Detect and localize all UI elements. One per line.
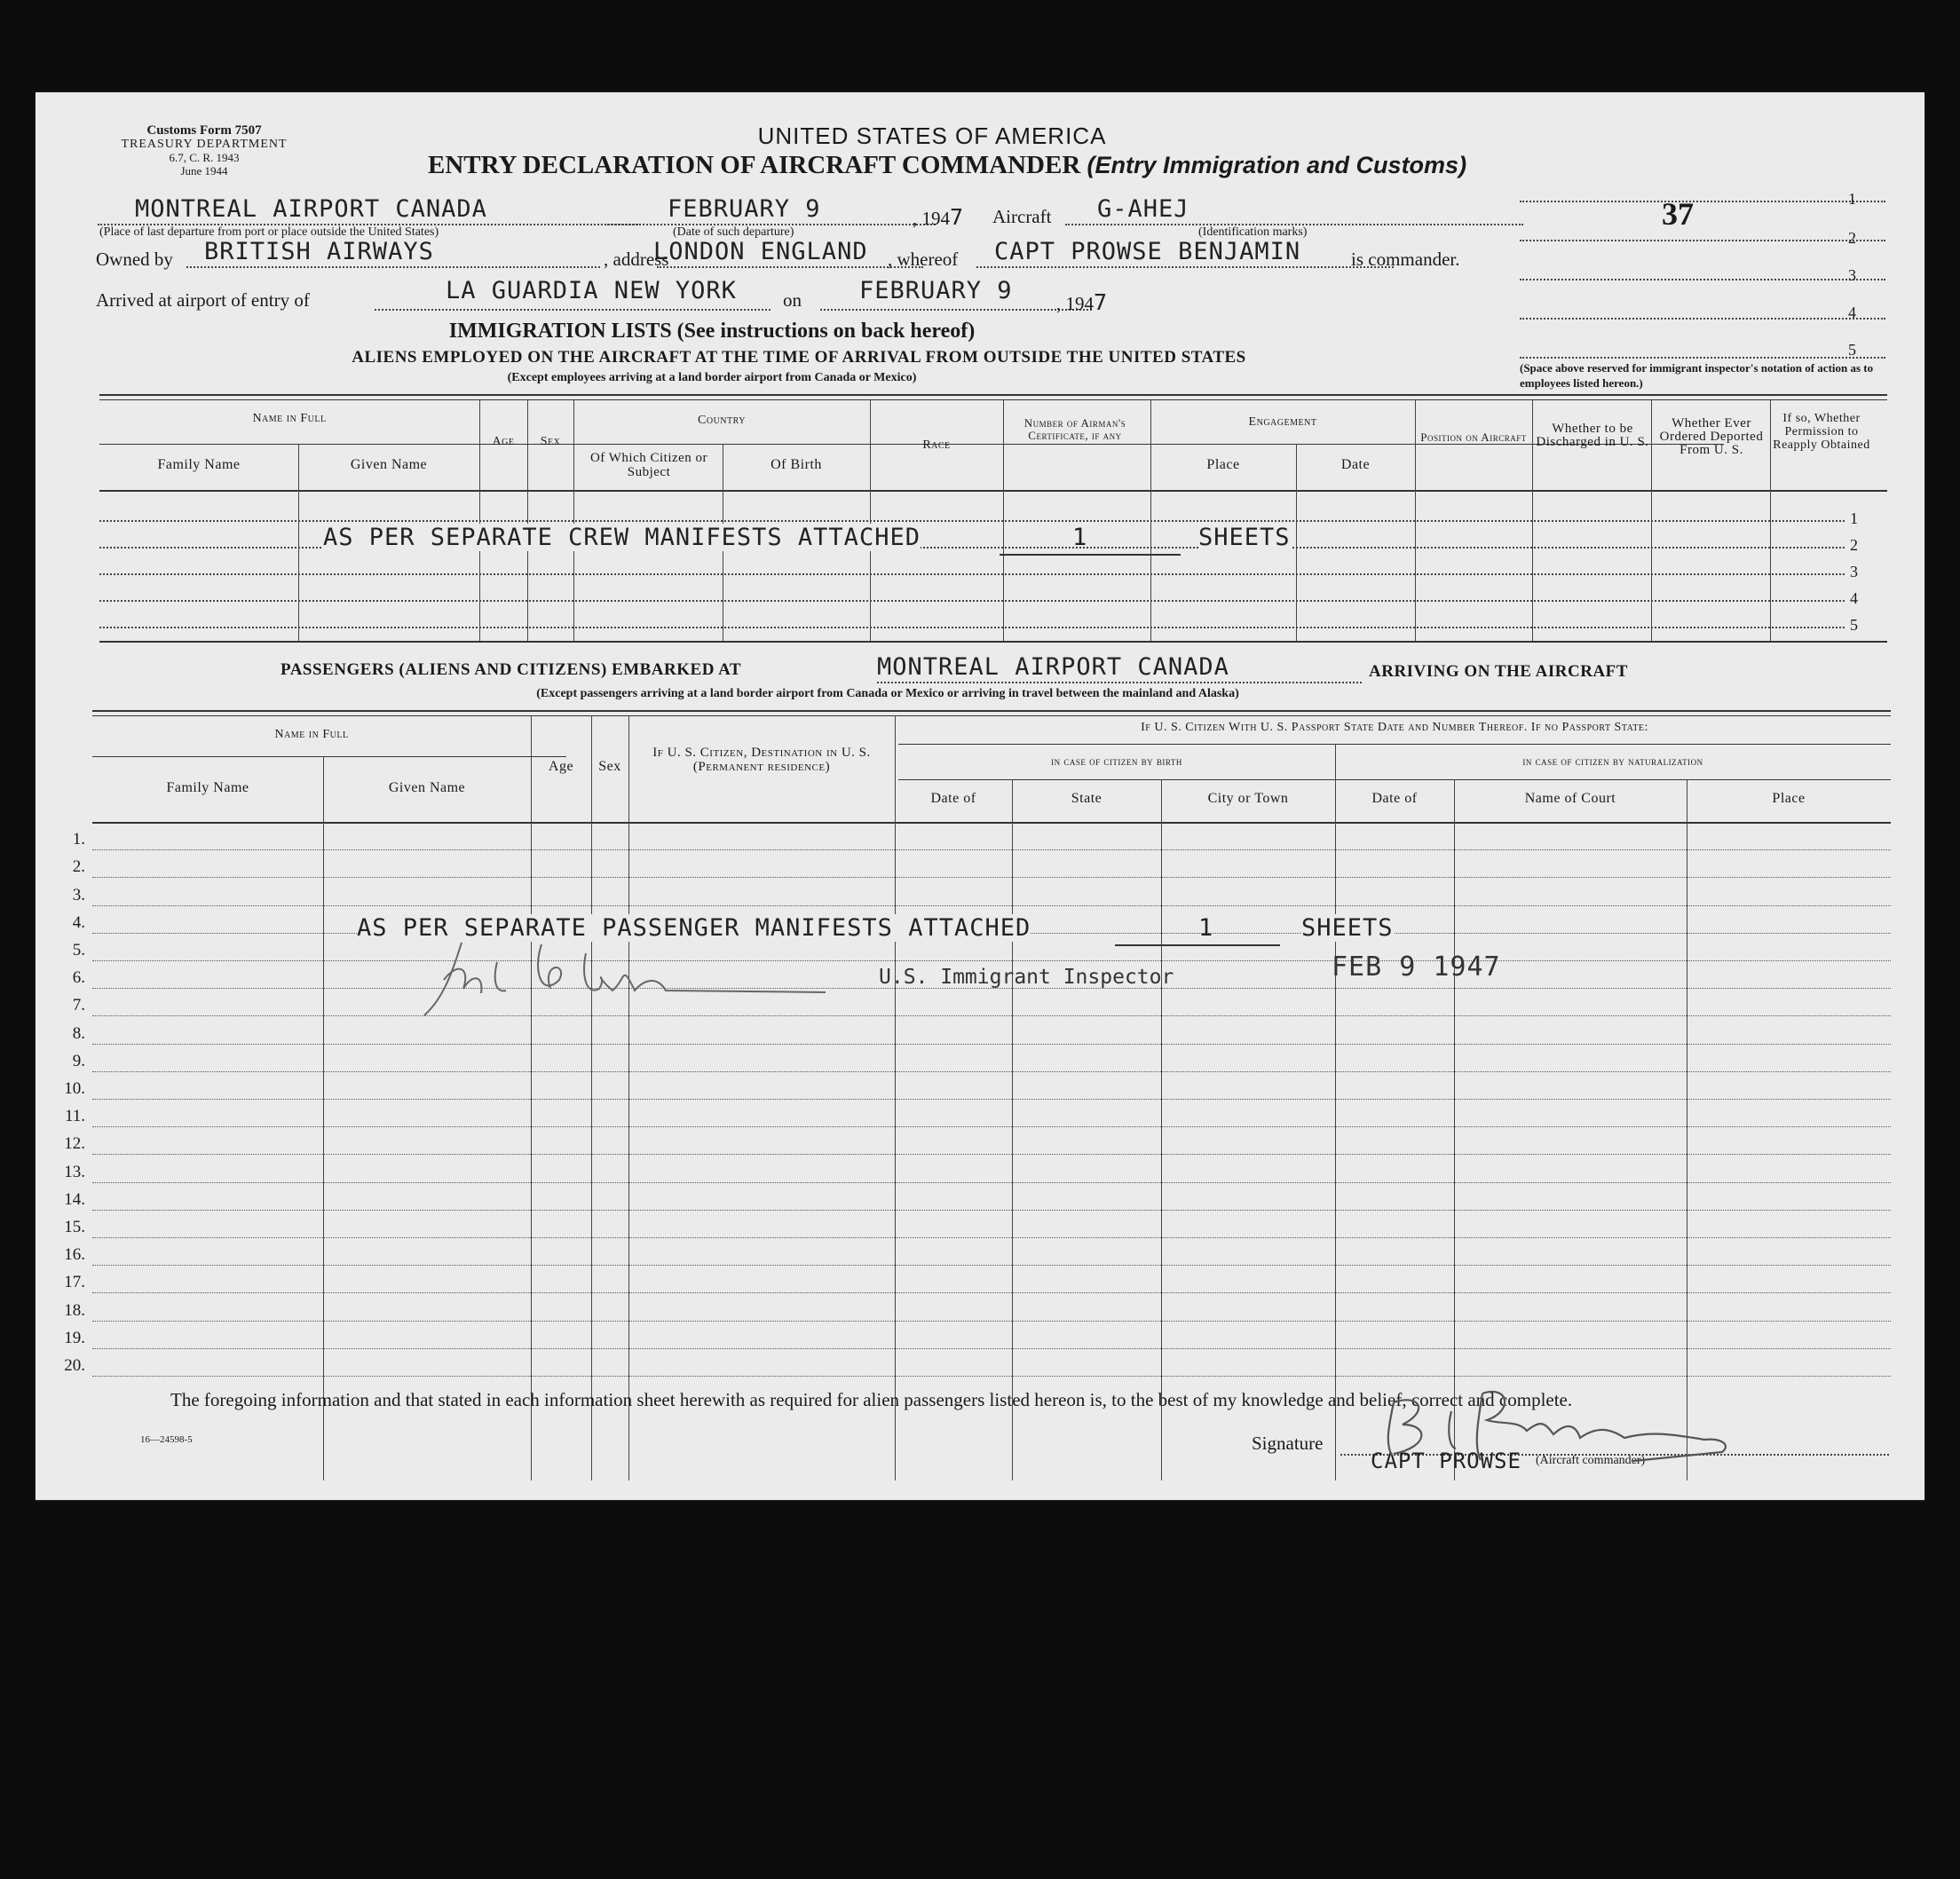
commander-signature <box>1367 1376 1775 1465</box>
form-date: June 1944 <box>180 164 228 178</box>
passenger-row-number: 1. <box>72 830 85 849</box>
immigration-except: (Except employees arriving at a land border airport from Canada or Mexico) <box>507 371 917 384</box>
inspector-line-number: 5 <box>1848 341 1856 359</box>
form-title-main: ENTRY DECLARATION OF AIRCRAFT COMMANDER <box>428 151 1081 179</box>
crew-row-number: 1 <box>1850 509 1858 527</box>
passengers-title-suffix: ARRIVING ON THE AIRCRAFT <box>1369 662 1628 681</box>
passenger-row-number: 6. <box>72 968 85 987</box>
passenger-row-line <box>92 1099 1891 1100</box>
passenger-row-line <box>92 1321 1891 1322</box>
passenger-row-number: 17. <box>64 1273 85 1291</box>
crew-header-of-birth: Of Birth <box>771 457 822 472</box>
address: LONDON ENGLAND <box>653 238 868 265</box>
pass-header-age: Age <box>548 759 574 774</box>
regulation: 6.7, C. R. 1943 <box>169 151 240 164</box>
passengers-except: (Except passengers arriving at a land border airport from Canada or Mexico or arriving in travel between the mainland and Alaska) <box>536 687 1239 700</box>
passenger-row-line <box>92 1182 1891 1183</box>
passenger-row-line <box>92 877 1891 878</box>
crew-header-position: Position on Aircraft <box>1420 430 1527 444</box>
crew-row-number: 5 <box>1850 616 1858 634</box>
signer-typed: CAPT PROWSE <box>1371 1449 1521 1473</box>
immigration-subtitle: ALIENS EMPLOYED ON THE AIRCRAFT AT THE TIME OF ARRIVAL FROM OUTSIDE THE UNITED STATES <box>352 348 1246 367</box>
passenger-row-line <box>92 1348 1891 1349</box>
passenger-row-line <box>92 1210 1891 1211</box>
on-label: on <box>783 289 802 311</box>
form-title <box>428 151 1466 180</box>
inspector-stamp-date: FEB 9 1947 <box>1332 951 1501 983</box>
aircraft-id: G-AHEJ <box>1097 195 1189 223</box>
passenger-row-number: 13. <box>64 1163 85 1181</box>
passenger-row-number: 20. <box>64 1356 85 1375</box>
pass-header-destination: If U. S. Citizen, Destination in U. S. (Permanent residence) <box>652 746 871 774</box>
passenger-row-line <box>92 1044 1891 1045</box>
passenger-row-line <box>92 1071 1891 1072</box>
form-number: Customs Form 7507 <box>146 123 262 138</box>
crew-header-sex: Sex <box>540 435 561 448</box>
passenger-row-line <box>92 1292 1891 1293</box>
owned-by-label: Owned by <box>96 249 173 270</box>
passenger-row-line <box>92 1015 1891 1016</box>
crew-header-date: Date <box>1340 457 1371 472</box>
inspector-line-number: 3 <box>1848 266 1856 284</box>
crew-header-country: Country <box>698 414 746 427</box>
pass-header-given: Given Name <box>388 780 466 795</box>
passenger-row-number: 15. <box>64 1218 85 1236</box>
crew-header-given: Given Name <box>350 457 428 472</box>
inspector-line-number: 4 <box>1848 304 1856 321</box>
inspector-stamp-title: U.S. Immigrant Inspector <box>879 966 1174 989</box>
crew-header-engagement: Engagement <box>1248 415 1317 429</box>
passenger-row-number: 4. <box>72 913 85 932</box>
pass-header-date-of: Date of <box>930 791 976 806</box>
passenger-row-line <box>92 1126 1891 1127</box>
arrival-year: , 1947 <box>1056 289 1109 315</box>
departure-date-caption: (Date of such departure) <box>673 225 794 239</box>
country-heading: UNITED STATES OF AMERICA <box>757 122 1107 149</box>
pass-header-passport: If U. S. Citizen With U. S. Passport State Date and Number Thereof. If no Passport State: <box>1141 721 1648 734</box>
whereof-label: , whereof <box>888 249 959 270</box>
passenger-row-number: 14. <box>64 1190 85 1209</box>
crew-row-number: 2 <box>1850 536 1858 554</box>
passenger-entry-count: 1 <box>1198 914 1214 942</box>
passenger-row-line <box>92 960 1891 961</box>
commander-suffix: is commander. <box>1351 249 1460 270</box>
signature-caption: (Aircraft commander) <box>1536 1454 1646 1467</box>
passenger-row-number: 2. <box>72 857 85 876</box>
passenger-row-number: 5. <box>72 941 85 959</box>
pass-header-city: City or Town <box>1207 791 1289 806</box>
inspector-signature <box>408 927 834 1033</box>
inspector-note: (Space above reserved for immigrant inspector's notation of action as to employees listed hereon.) <box>1520 361 1874 390</box>
pass-header-sex: Sex <box>598 759 621 774</box>
crew-entry-count: 1 <box>1072 524 1088 551</box>
pass-header-name: Name in Full <box>274 728 349 741</box>
passenger-row-line <box>92 1237 1891 1238</box>
certification-text: The foregoing information and that stated in each information sheet herewith as required for alien passengers listed hereon is, to the best of my knowledge and belief, correct and complete. <box>170 1389 1573 1410</box>
passenger-row-number: 11. <box>64 1107 85 1125</box>
crew-header-discharged: Whether to be Discharged in U. S. <box>1536 422 1649 449</box>
crew-header-name: Name in Full <box>252 412 327 425</box>
pass-header-date-of-2: Date of <box>1371 791 1418 806</box>
immigration-title: IMMIGRATION LISTS (See instructions on back hereof) <box>448 320 976 343</box>
crew-header-certificate: Number of Airman's Certificate, if any <box>1023 416 1126 442</box>
aircraft-id-caption: (Identification marks) <box>1198 225 1308 239</box>
passenger-row-number: 3. <box>72 886 85 904</box>
passengers-title-prefix: PASSENGERS (ALIENS AND CITIZENS) EMBARKED AT <box>281 660 742 679</box>
departure-year: , 1947 <box>913 204 965 230</box>
passenger-row-number: 12. <box>64 1134 85 1153</box>
departure-place: MONTREAL AIRPORT CANADA <box>135 195 487 223</box>
owner: BRITISH AIRWAYS <box>204 238 434 265</box>
crew-header-citizen-of: Of Which Citizen or Subject <box>589 451 708 479</box>
passenger-row-number: 9. <box>72 1052 85 1070</box>
passenger-row-number: 19. <box>64 1329 85 1347</box>
passenger-row-line <box>92 1154 1891 1155</box>
address-label: , address <box>604 249 669 270</box>
pass-header-place: Place <box>1772 791 1806 806</box>
pass-header-family: Family Name <box>166 780 249 795</box>
crew-header-deported: Whether Ever Ordered Deported From U. S. <box>1659 416 1764 457</box>
department: TREASURY DEPARTMENT <box>121 138 288 151</box>
passenger-entry-text: AS PER SEPARATE PASSENGER MANIFESTS ATTACHED <box>357 914 1031 942</box>
crew-row-number: 3 <box>1850 563 1858 580</box>
passenger-row-number: 8. <box>72 1024 85 1043</box>
departure-place-caption: (Place of last departure from port or place outside the United States) <box>99 225 439 239</box>
passenger-row-line <box>92 849 1891 850</box>
embark-place: MONTREAL AIRPORT CANADA <box>877 653 1229 681</box>
crew-entry-unit: SHEETS <box>1198 524 1291 551</box>
pass-header-court: Name of Court <box>1524 791 1616 806</box>
passenger-row-line <box>92 905 1891 906</box>
departure-date: FEBRUARY 9 <box>668 195 821 223</box>
inspector-line-number: 2 <box>1848 229 1856 247</box>
arrival-airport: LA GUARDIA NEW YORK <box>446 277 737 304</box>
crew-header-place: Place <box>1206 457 1240 472</box>
passenger-row-number: 10. <box>64 1079 85 1098</box>
crew-header-race: Race <box>922 438 951 452</box>
inspector-number: 37 <box>1662 196 1694 232</box>
passenger-row-line <box>92 1265 1891 1266</box>
aircraft-label: Aircraft <box>992 206 1052 227</box>
crew-row-number: 4 <box>1850 589 1858 607</box>
pass-header-by-naturalization: in case of citizen by naturalization <box>1522 754 1703 768</box>
crew-header-family: Family Name <box>157 457 241 472</box>
pass-header-state: State <box>1071 791 1102 806</box>
crew-header-permission: If so, Whether Permission to Reapply Obtained <box>1773 412 1870 452</box>
crew-entry-text: AS PER SEPARATE CREW MANIFESTS ATTACHED <box>323 524 921 551</box>
crew-header-age: Age <box>492 435 515 448</box>
passengers-title <box>281 660 741 680</box>
commander: CAPT PROWSE BENJAMIN <box>994 238 1301 265</box>
passenger-row-number: 16. <box>64 1245 85 1264</box>
form-id-block <box>89 124 320 178</box>
pass-header-by-birth: in case of citizen by birth <box>1051 754 1182 768</box>
form-sheet <box>36 92 1924 1500</box>
passenger-entry-unit: SHEETS <box>1301 914 1394 942</box>
passenger-row-number: 7. <box>72 996 85 1015</box>
print-code: 16—24598-5 <box>140 1434 193 1445</box>
signature-label: Signature <box>1252 1433 1324 1454</box>
form-title-italic: (Entry Immigration and Customs) <box>1087 152 1467 178</box>
arrival-date: FEBRUARY 9 <box>859 277 1013 304</box>
arrived-label: Arrived at airport of entry of <box>96 289 310 311</box>
inspector-line-number: 1 <box>1848 190 1856 208</box>
passenger-row-number: 18. <box>64 1301 85 1320</box>
